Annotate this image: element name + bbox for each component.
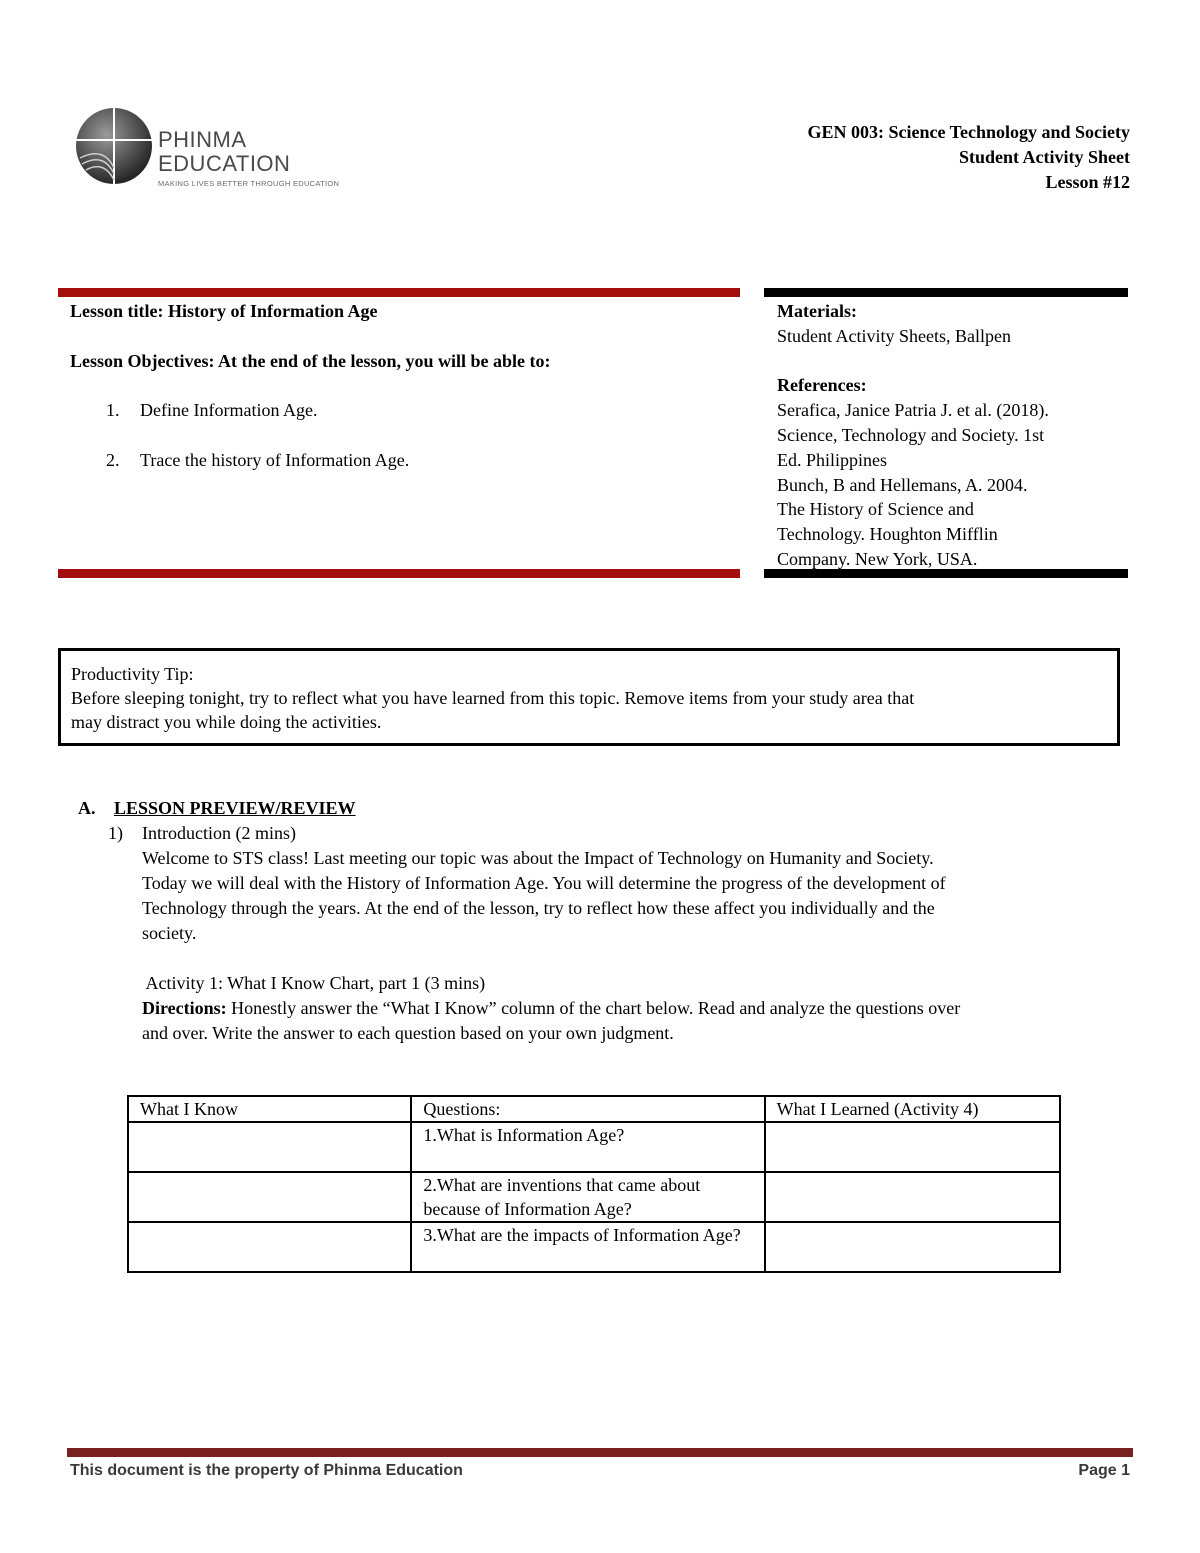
productivity-tip-box xyxy=(58,648,1120,746)
column-header: What I Learned (Activity 4) xyxy=(765,1096,1060,1122)
paragraph-line: Technology through the years. At the end of the lesson, try to reflect how these affect you individually and the xyxy=(142,898,935,918)
references-heading: References: xyxy=(777,375,867,396)
course-title: GEN 003: Science Technology and Society xyxy=(807,122,1130,142)
section-heading xyxy=(78,796,1138,821)
document-type: Student Activity Sheet xyxy=(959,147,1130,167)
introduction-label: Introduction (2 mins) xyxy=(142,823,296,843)
objective-item xyxy=(106,448,730,473)
tip-line: Before sleeping tonight, try to reflect what you have learned from this topic. Remove items from your study area that xyxy=(71,688,915,708)
directions-line: and over. Write the answer to each question based on your own judgment. xyxy=(142,1023,674,1043)
introduction-item xyxy=(108,821,1138,846)
learned-cell[interactable] xyxy=(765,1222,1060,1272)
answer-cell[interactable] xyxy=(128,1222,411,1272)
reference-line: Science, Technology and Society. 1st xyxy=(777,424,1045,445)
lesson-preview-section xyxy=(78,796,1138,1046)
learned-cell[interactable] xyxy=(765,1122,1060,1172)
table-row xyxy=(128,1222,1060,1272)
page-number: Page 1 xyxy=(1078,1462,1130,1479)
activity-title: Activity 1: What I Know Chart, part 1 (3 mins) xyxy=(142,973,486,993)
top-divider-black xyxy=(764,288,1128,297)
answer-cell[interactable] xyxy=(128,1122,411,1172)
introduction-number: 1) xyxy=(108,823,123,843)
tip-line: may distract you while doing the activities. xyxy=(71,712,382,732)
reference-line: Serafica, Janice Patria J. et al. (2018). xyxy=(777,400,1049,421)
directions-label: Directions: xyxy=(142,998,227,1018)
footer-divider xyxy=(67,1448,1133,1457)
document-header xyxy=(807,120,1130,195)
lesson-info xyxy=(70,299,730,472)
tip-heading: Productivity Tip: xyxy=(71,664,194,684)
materials-heading: Materials: xyxy=(777,301,857,321)
phinma-logo xyxy=(74,106,354,186)
bottom-divider-red xyxy=(58,569,740,578)
reference-line: Bunch, B and Hellemans, A. 2004. xyxy=(777,474,1028,495)
objective-number: 2. xyxy=(106,449,120,470)
objective-text: Define Information Age. xyxy=(140,400,318,420)
table-header-row xyxy=(128,1096,1060,1122)
table-row xyxy=(128,1122,1060,1172)
objective-item xyxy=(106,398,730,423)
lesson-number: Lesson #12 xyxy=(1045,172,1130,192)
logo-tagline: MAKING LIVES BETTER THROUGH EDUCATION xyxy=(158,179,340,188)
column-header: Questions: xyxy=(411,1096,764,1122)
learned-cell[interactable] xyxy=(765,1172,1060,1222)
section-letter: A. xyxy=(78,798,96,818)
introduction-paragraph xyxy=(142,846,1138,946)
objectives-heading: Lesson Objectives: At the end of the lesson, you will be able to: xyxy=(70,350,551,371)
objective-text: Trace the history of Information Age. xyxy=(140,449,410,470)
phinma-globe-icon xyxy=(74,106,154,186)
table-row xyxy=(128,1172,1060,1222)
section-title: LESSON PREVIEW/REVIEW xyxy=(114,798,356,818)
column-header: What I Know xyxy=(128,1096,411,1122)
reference-line: The History of Science and xyxy=(777,499,974,520)
materials-panel xyxy=(777,299,1122,572)
page-footer xyxy=(70,1462,1130,1480)
reference-line: Ed. Philippines xyxy=(777,449,888,470)
paragraph-line: Today we will deal with the History of Information Age. You will determine the progress of the development of xyxy=(142,873,946,893)
materials-text: Student Activity Sheets, Ballpen xyxy=(777,325,1011,346)
question-cell: 1.What is Information Age? xyxy=(411,1122,764,1172)
activity-block xyxy=(142,971,1138,1046)
directions-line xyxy=(142,996,1138,1021)
paragraph-line: Welcome to STS class! Last meeting our topic was about the Impact of Technology on Humanity and Society. xyxy=(142,848,934,868)
what-i-know-chart xyxy=(127,1095,1061,1273)
logo-name: PHINMA EDUCATION xyxy=(158,127,291,176)
question-cell: 2.What are inventions that came about because of Information Age? xyxy=(411,1172,764,1222)
reference-line: Technology. Houghton Mifflin xyxy=(777,524,998,545)
top-divider-red xyxy=(58,288,740,297)
footer-ownership: This document is the property of Phinma Education xyxy=(70,1462,463,1479)
lesson-title: Lesson title: History of Information Age xyxy=(70,301,378,321)
answer-cell[interactable] xyxy=(128,1172,411,1222)
paragraph-line: society. xyxy=(142,923,197,943)
question-cell: 3.What are the impacts of Information Age? xyxy=(411,1222,764,1272)
reference-line: Company. New York, USA. xyxy=(777,548,978,569)
directions-text: Honestly answer the “What I Know” column of the chart below. Read and analyze the questions over xyxy=(226,998,961,1018)
objective-number: 1. xyxy=(106,400,120,420)
